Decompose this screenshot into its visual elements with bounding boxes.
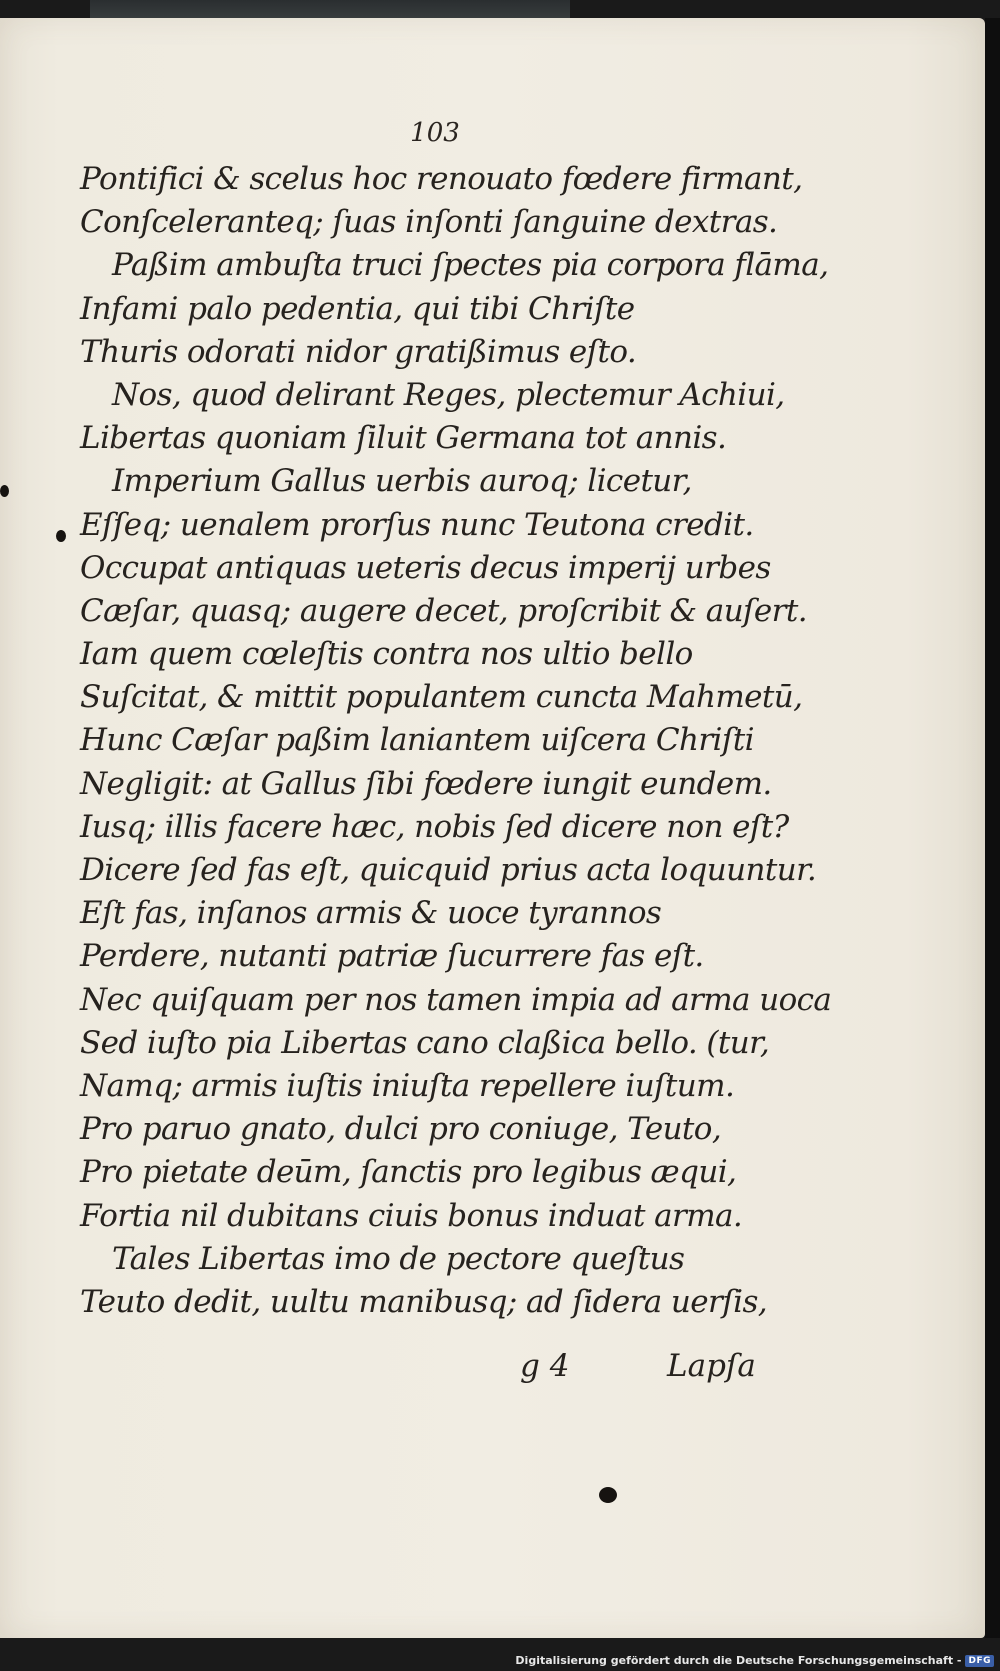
verse-line: Nos, quod delirant Reges, plectemur Achiui, xyxy=(112,376,785,413)
ink-blot xyxy=(599,1487,617,1503)
signature-and-catchword xyxy=(520,1348,780,1384)
signature-mark: g 4 xyxy=(520,1348,570,1384)
verse-line: Eſſeq; uenalem prorſus nunc Teutona credit. xyxy=(80,506,754,543)
verse-line: Eſt fas, inſanos armis & uoce tyrannos xyxy=(80,895,662,932)
verse-line: Pontifici & scelus hoc renouato fœdere firmant, xyxy=(80,161,803,197)
book-page xyxy=(0,18,985,1638)
verse-line: Pro paruo gnato, dulci pro coniuge, Teuto, xyxy=(80,1111,722,1148)
verse-line: Teuto dedit, uultu manibusq; ad ſidera uerſis, xyxy=(80,1283,768,1320)
dfg-logo-icon: DFG xyxy=(965,1655,994,1667)
verse-line: Thuris odorati nidor gratißimus eſto. xyxy=(80,333,637,370)
verse-line: Imperium Gallus uerbis auroq; licetur, xyxy=(112,463,692,500)
verse-line: Negligit: at Gallus ſibi fœdere iungit eundem. xyxy=(80,765,772,802)
verse-line: Nec quiſquam per nos tamen impia ad arma uoca xyxy=(80,981,832,1018)
verse-line: Namq; armis iuſtis iniuſta repellere iuſtum. xyxy=(80,1067,735,1104)
verse-line: Suſcitat, & mittit populantem cuncta Mahmetū, xyxy=(80,679,803,716)
verse-line: Infami palo pedentia, qui tibi Chriſte xyxy=(80,290,635,327)
credit-text: Digitalisierung gefördert durch die Deutsche Forschungsgemeinschaft - xyxy=(515,1654,962,1667)
catchword: Lapſa xyxy=(667,1348,756,1384)
verse-line: Tales Libertas imo de pectore queſtus xyxy=(112,1240,685,1277)
verse-line: Libertas quoniam ſiluit Germana tot annis. xyxy=(80,420,727,457)
ink-blot xyxy=(0,485,9,497)
verse-text xyxy=(80,158,832,1324)
verse-line: Perdere, nutanti patriæ ſucurrere fas eſt. xyxy=(80,938,704,975)
verse-line: Dicere ſed fas eſt, quicquid prius acta loquuntur. xyxy=(80,852,817,888)
verse-line: Pro pietate deūm, ſanctis pro legibus æqui, xyxy=(80,1154,737,1191)
verse-line: Iam quem cœleſtis contra nos ultio bello xyxy=(80,636,693,673)
verse-line: Cæſar, quasq; augere decet, proſcribit & auſert. xyxy=(80,592,808,629)
page-number: 103 xyxy=(410,118,460,148)
ink-blot xyxy=(56,530,66,542)
verse-line: Fortia nil dubitans ciuis bonus induat arma. xyxy=(80,1197,743,1234)
verse-line: Conſceleranteq; ſuas inſonti ſanguine dextras. xyxy=(80,204,778,241)
page-shadow xyxy=(985,18,1000,1638)
verse-line: Iusq; illis facere hæc, nobis ſed dicere non eſt? xyxy=(80,808,789,845)
digitization-credit xyxy=(515,1654,994,1667)
verse-line: Paßim ambuſta truci ſpectes pia corpora flāma, xyxy=(112,247,829,284)
verse-line: Hunc Cæſar paßim laniantem uiſcera Chriſti xyxy=(80,722,754,759)
verse-line: Sed iuſto pia Libertas cano claßica bello. (tur, xyxy=(80,1024,770,1061)
verse-line: Occupat antiquas ueteris decus imperij urbes xyxy=(80,549,771,586)
